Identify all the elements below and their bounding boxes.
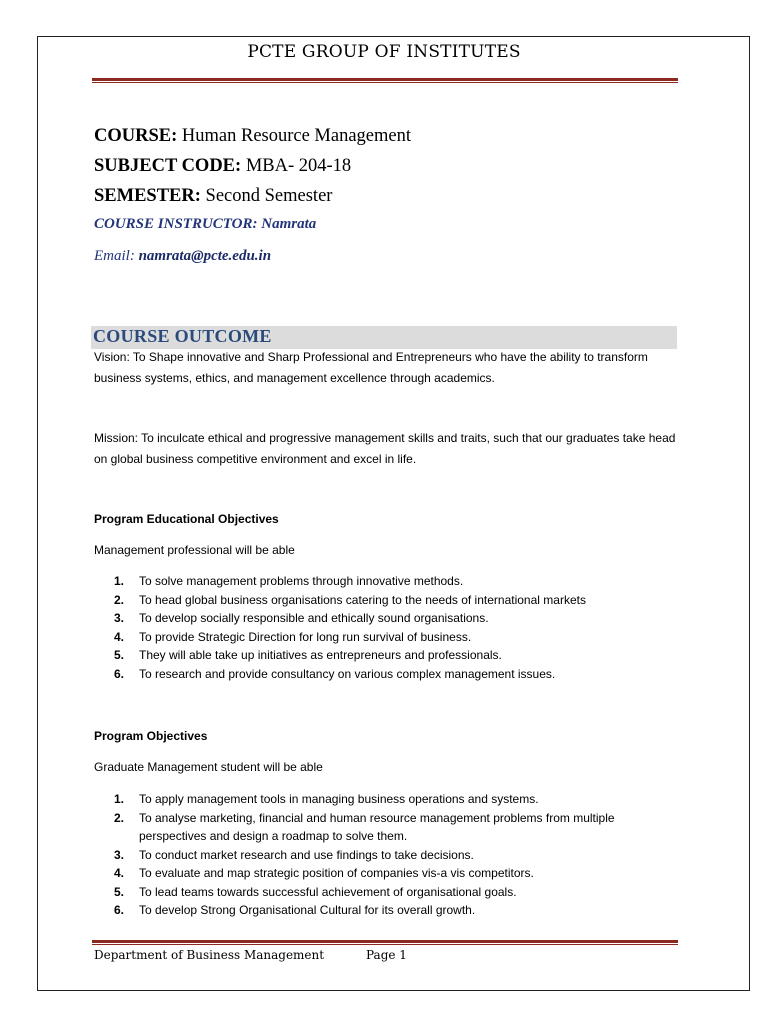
footer-page-number: Page 1 — [366, 948, 407, 962]
po-lead: Graduate Management student will be able — [94, 760, 323, 774]
list-item-text: To apply management tools in managing business operations and systems. — [139, 792, 539, 806]
list-item-number: 4. — [114, 629, 125, 644]
list-item — [94, 628, 684, 647]
list-item-number: 2. — [114, 810, 125, 825]
course-outcome-title: COURSE OUTCOME — [93, 326, 272, 346]
list-item-text: To head global business organisations catering to the needs of international markets — [139, 592, 586, 607]
list-item-text: To provide Strategic Direction for long run survival of business. — [139, 629, 472, 644]
list-item-text: To analyse marketing, financial and human resource management problems from multiple perspectives and design a roadmap to solve them. — [139, 810, 615, 843]
list-item-number: 1. — [114, 792, 125, 806]
list-item-text: To evaluate and map strategic position of companies vis-a vis competitors. — [139, 866, 534, 880]
list-item-number: 1. — [114, 574, 125, 588]
list-item — [94, 809, 684, 846]
list-item-text: They will able take up initiatives as entrepreneurs and professionals. — [139, 648, 502, 662]
list-item-text: To conduct market research and use findings to take decisions. — [139, 847, 474, 862]
list-item-number: 2. — [114, 592, 125, 607]
page-header-title: PCTE GROUP OF INSTITUTES — [247, 42, 521, 62]
list-item-text: To lead teams towards successful achievement of organisational goals. — [139, 884, 517, 899]
po-heading: Program Objectives — [94, 729, 208, 743]
list-item — [94, 864, 684, 883]
list-item-number: 4. — [114, 866, 125, 880]
list-item-text: To research and provide consultancy on various complex management issues. — [139, 666, 556, 681]
list-item — [94, 591, 684, 610]
list-item — [94, 901, 684, 920]
course-value: Human Resource Management — [177, 126, 412, 146]
email-address-link[interactable]: namrata@pcte.edu.in — [138, 248, 272, 264]
header-rule — [92, 78, 678, 83]
footer-department: Department of Business Management — [94, 948, 325, 962]
course-instructor: COURSE INSTRUCTOR: Namrata — [94, 216, 317, 232]
course-label: COURSE: — [94, 126, 178, 146]
semester-value: Second Semester — [200, 186, 333, 206]
list-item-number: 5. — [114, 648, 125, 662]
semester — [94, 186, 332, 207]
list-item — [94, 665, 684, 684]
list-item-number: 6. — [114, 666, 125, 681]
list-item — [94, 609, 684, 628]
semester-label: SEMESTER: — [94, 186, 201, 206]
course-name — [94, 126, 411, 147]
list-item — [94, 646, 684, 665]
list-item-number: 3. — [114, 611, 125, 625]
email-label: Email: — [94, 248, 139, 264]
list-item-text: To develop socially responsible and ethically sound organisations. — [139, 611, 489, 625]
mission-paragraph: Mission: To inculcate ethical and progressive management skills and traits, such that our graduates take head on global business competitive environment and excel in life. — [94, 431, 676, 466]
peo-heading: Program Educational Objectives — [94, 512, 279, 526]
list-item — [94, 572, 684, 591]
peo-list — [94, 572, 684, 683]
subject-code — [94, 156, 351, 177]
list-item-number: 5. — [114, 884, 125, 899]
list-item — [94, 790, 684, 809]
list-item — [94, 883, 684, 902]
po-list — [94, 790, 684, 920]
instructor-email — [94, 248, 271, 265]
subject-code-value: MBA- 204-18 — [241, 156, 352, 176]
subject-code-label: SUBJECT CODE: — [94, 156, 242, 176]
peo-lead: Management professional will be able — [94, 543, 295, 557]
list-item-number: 3. — [114, 847, 125, 862]
list-item-text: To develop Strong Organisational Cultural for its overall growth. — [139, 903, 476, 917]
list-item — [94, 846, 684, 865]
vision-paragraph: Vision: To Shape innovative and Sharp Professional and Entrepreneurs who have the ability to transform business systems, ethics, and management excellence through academics. — [94, 350, 648, 385]
list-item-text: To solve management problems through innovative methods. — [139, 574, 464, 588]
list-item-number: 6. — [114, 903, 125, 917]
footer-rule — [92, 940, 678, 945]
